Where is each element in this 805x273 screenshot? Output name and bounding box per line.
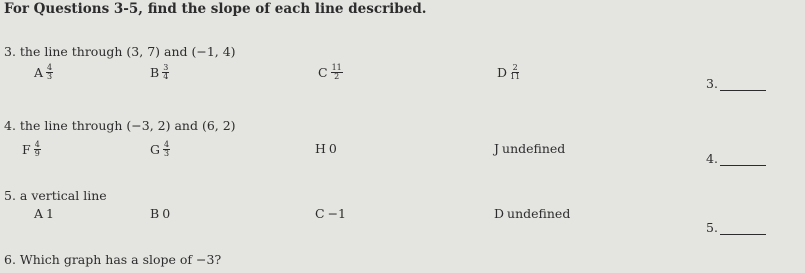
answer-line[interactable] [720, 153, 766, 166]
choice-value: 1 [46, 206, 54, 221]
q4-choice-f[interactable] [22, 141, 41, 158]
question-4-prompt: 4. the line through (−3, 2) and (6, 2) [4, 118, 236, 133]
fraction: $\frac{2}{11}$ [510, 63, 521, 81]
q3-choice-a[interactable] [34, 64, 53, 81]
choice-letter: D [497, 65, 508, 80]
choice-letter: A [34, 65, 44, 80]
question-5-prompt: 5. a vertical line [4, 188, 107, 203]
q3-choice-c[interactable] [318, 64, 343, 81]
choice-letter: D [494, 206, 505, 221]
q3-choice-b[interactable] [150, 64, 169, 81]
choice-letter: J [494, 141, 500, 156]
choice-letter: H [315, 141, 326, 156]
q5-choice-c[interactable] [315, 206, 346, 221]
choice-value: −1 [327, 206, 347, 221]
choice-value: undefined [502, 141, 566, 156]
choice-letter: B [150, 65, 160, 80]
answer-label: 4. [706, 151, 718, 166]
q4-choice-g[interactable] [150, 141, 170, 158]
fraction: $\frac{3}{4}$ [163, 63, 169, 81]
q4-choice-h[interactable] [315, 141, 337, 156]
q5-answer-blank[interactable] [706, 220, 766, 235]
fraction: $\frac{4}{3}$ [47, 63, 53, 81]
answer-line[interactable] [720, 78, 766, 91]
answer-line[interactable] [720, 222, 766, 235]
answer-label: 5. [706, 220, 718, 235]
choice-letter: C [315, 206, 325, 221]
fraction: $\frac{11}{2}$ [331, 63, 342, 81]
fraction: $\frac{4}{3}$ [164, 140, 170, 158]
q4-answer-blank[interactable] [706, 151, 766, 166]
worksheet-heading: For Questions 3-5, find the slope of each line described. [4, 1, 427, 17]
choice-value: 0 [162, 206, 171, 221]
choice-letter: F [22, 142, 31, 157]
question-6-prompt: 6. Which graph has a slope of −3? [4, 252, 222, 267]
question-3-prompt: 3. the line through (3, 7) and (−1, 4) [4, 44, 236, 59]
choice-letter: B [150, 206, 160, 221]
fraction: $\frac{4}{9}$ [34, 140, 40, 158]
q5-choice-a[interactable] [34, 206, 54, 221]
choice-letter: A [34, 206, 44, 221]
q3-answer-blank[interactable] [706, 76, 766, 91]
q5-choice-d[interactable] [494, 206, 570, 221]
choice-value: 0 [328, 141, 337, 156]
q3-choice-d[interactable] [497, 64, 520, 81]
choice-value: undefined [507, 206, 571, 221]
q5-choice-b[interactable] [150, 206, 170, 221]
answer-label: 3. [706, 76, 718, 91]
choice-letter: G [150, 142, 160, 157]
choice-letter: C [318, 65, 328, 80]
q4-choice-j[interactable] [494, 141, 565, 156]
